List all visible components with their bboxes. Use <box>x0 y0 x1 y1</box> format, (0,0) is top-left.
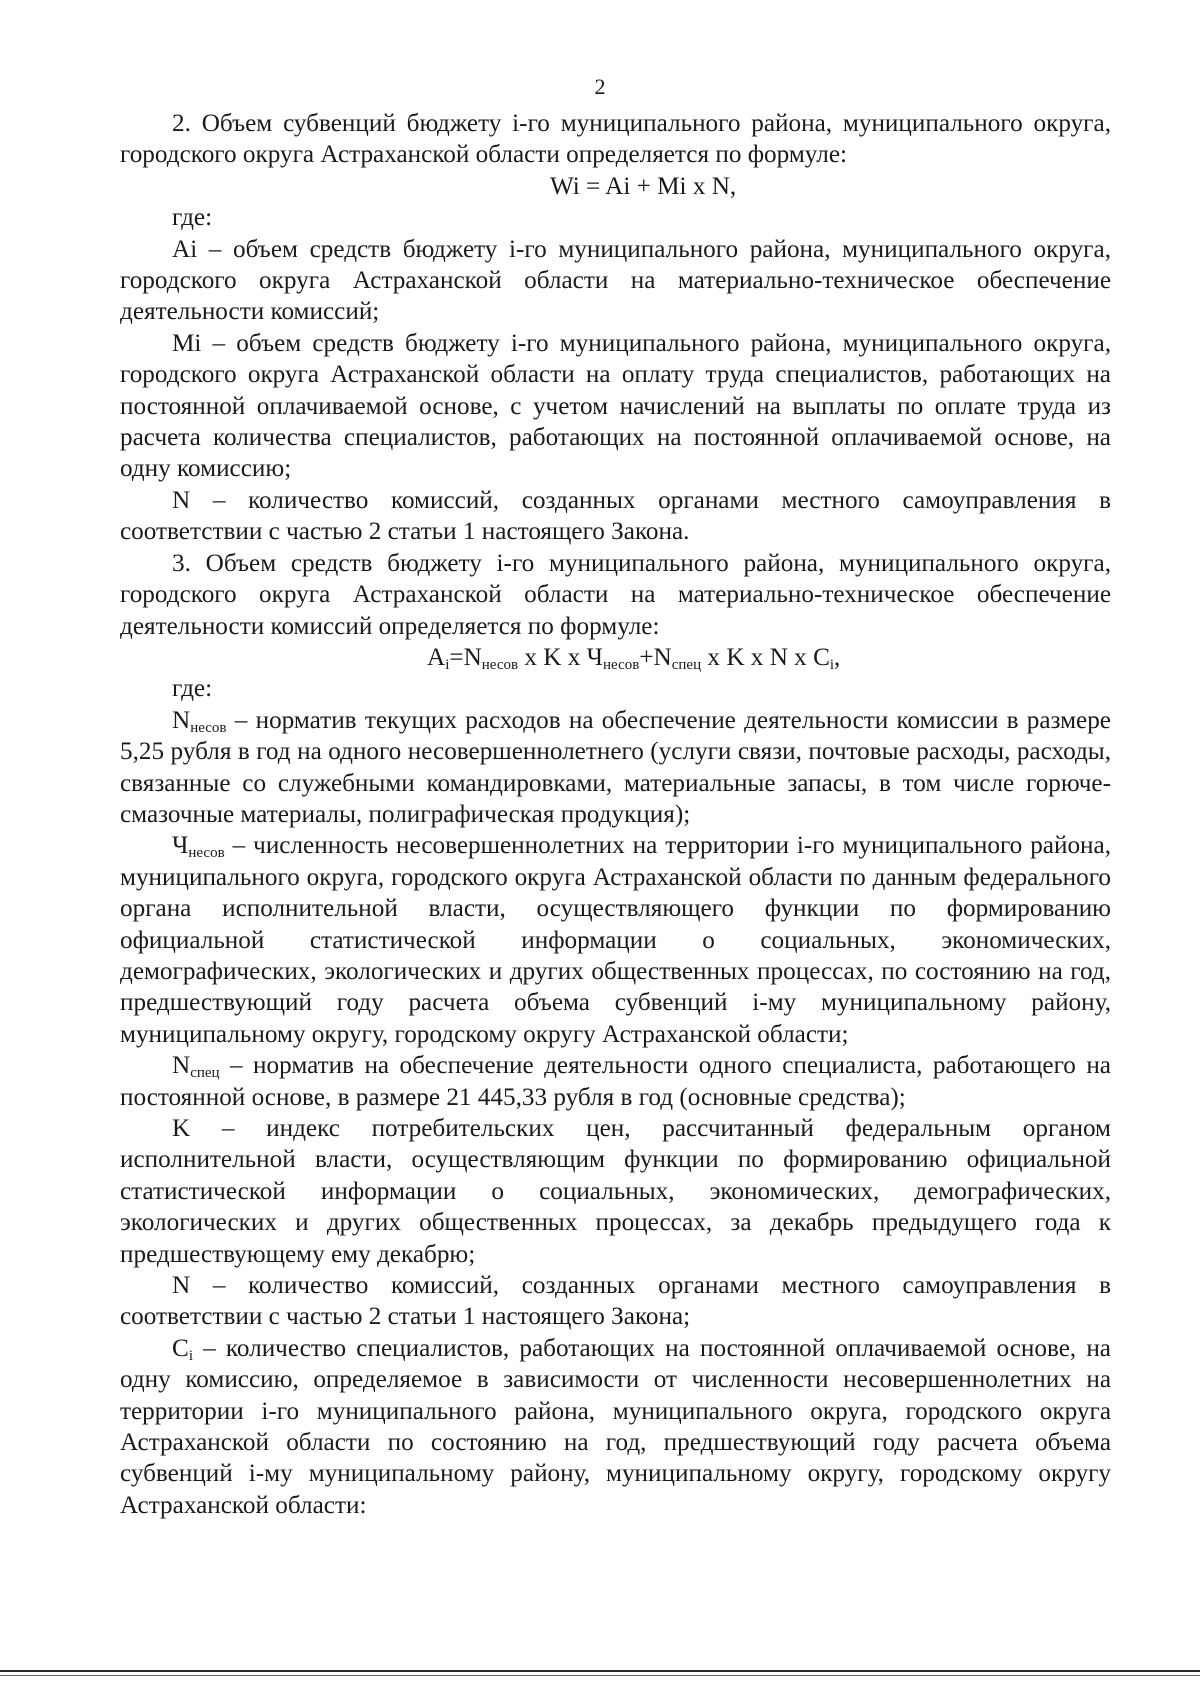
definition-k: K – индекс потребительских цен, рассчитанный федеральным органом исполнительной власти, осуществляющим функции по формированию официальной статистической информации о социальных, экономических, демографических, экологических и других общественных процессах, за декабрь предыдущего года к предшествующему ему декабрю; <box>120 1115 1111 1268</box>
formula-term: , <box>834 643 841 671</box>
definition-ai: Ai – объем средств бюджету i-го муниципального района, муниципального округа, городского округа Астраханской области на материально-техническое обеспечение деятельности комиссий; <box>120 235 1111 326</box>
formula-subscript: несов <box>603 656 640 673</box>
formula-wi: Wi = Ai + Mi x N, <box>550 172 737 200</box>
formula-subscript: i <box>445 656 450 673</box>
symbol: N <box>172 706 191 734</box>
symbol-subscript: i <box>188 1347 193 1364</box>
definition-text: – количество специалистов, работающих на постоянной оплачиваемой основе, на одну комиссию, определяемое в зависимости от численности несовершеннолетних на территории i-го муниципального района, муниципального округа, городского округа Астраханской области по состоянию на год, предшествующий году расчета объема субвенций i-му муниципальному району, муниципальному округу, городскому округу Астраханской области: <box>120 1334 1111 1519</box>
formula-term: +N <box>639 643 672 671</box>
definition-n-spec <box>120 1050 1111 1113</box>
where-label: где: <box>172 204 213 232</box>
definition-ch-nesov <box>120 830 1111 1050</box>
symbol-subscript: несов <box>188 845 225 862</box>
formula-term: =N <box>449 643 482 671</box>
formula-term: A <box>427 643 446 671</box>
formula-subscript: i <box>829 656 835 673</box>
symbol-subscript: спец <box>190 1065 220 1082</box>
definition-text: – численность несовершеннолетних на территории i-го муниципального района, муниципального округа, городского округа Астраханской области по данным федерального органа исполнительной власти, осуществляющего функции по формированию официальной статистической информации о социальных, экономических, демографических, экологических и других общественных процессах, по состоянию на год, предшествующий году расчета объема субвенций i-му муниципальному району, муниципальному округу, городскому округу Астраханской области; <box>120 832 1111 1048</box>
formula-subscript: спец <box>671 656 702 673</box>
definition-n: N – количество комиссий, созданных органами местного самоуправления в соответствии с частью 2 статьи 1 настоящего Закона. <box>120 486 1111 546</box>
symbol: Ч <box>172 832 189 860</box>
symbol-subscript: несов <box>190 719 227 736</box>
paragraph-3: 3. Объем средств бюджету i-го муниципального района, муниципального округа, городского округа Астраханской области на материально-техническое обеспечение деятельности комиссий определяется по формуле: <box>120 549 1111 640</box>
formula-term: x K x N x C <box>701 643 830 671</box>
definition-mi: Mi – объем средств бюджету i-го муниципального района, муниципального округа, городского округа Астраханской области на оплату труда специалистов, работающих на постоянной оплачиваемой основе, с учетом начислений на выплаты по оплате труда из расчета количества специалистов, работающих на постоянной оплачиваемой основе, на одну комиссию; <box>120 329 1111 483</box>
paragraph-2: 2. Объем субвенций бюджету i-го муниципального района, муниципального округа, городского округа Астраханской области определяется по формуле: <box>120 110 1111 169</box>
bottom-border-line <box>0 1675 1200 1676</box>
definition-ci <box>120 1333 1111 1521</box>
page-number: 2 <box>594 74 606 99</box>
definition-text: – норматив текущих расходов на обеспечение деятельности комиссии в размере 5,25 рубля в год на одного несовершеннолетнего (услуги связи, почтовые расходы, расходы, связанные со служебными командировками, материальные запасы, в том числе горюче-смазочные материалы, полиграфическая продукция); <box>120 706 1111 828</box>
formula-term: x K x Ч <box>518 643 604 671</box>
formula-subscript: несов <box>481 656 519 673</box>
symbol: C <box>172 1334 189 1362</box>
definition-n-nesov <box>120 705 1111 831</box>
document-body <box>120 108 1111 1521</box>
formula-ai <box>120 642 1111 673</box>
where-label: где: <box>172 675 213 703</box>
definition-text: – норматив на обеспечение деятельности одного специалиста, работающего на постоянной основе, в размере 21 445,33 рубля в год (основные средства); <box>120 1052 1111 1111</box>
bottom-border-line <box>0 1670 1200 1672</box>
definition-n-2: N – количество комиссий, созданных органами местного самоуправления в соответствии с частью 2 статьи 1 настоящего Закона; <box>120 1272 1111 1331</box>
symbol: N <box>172 1052 191 1080</box>
